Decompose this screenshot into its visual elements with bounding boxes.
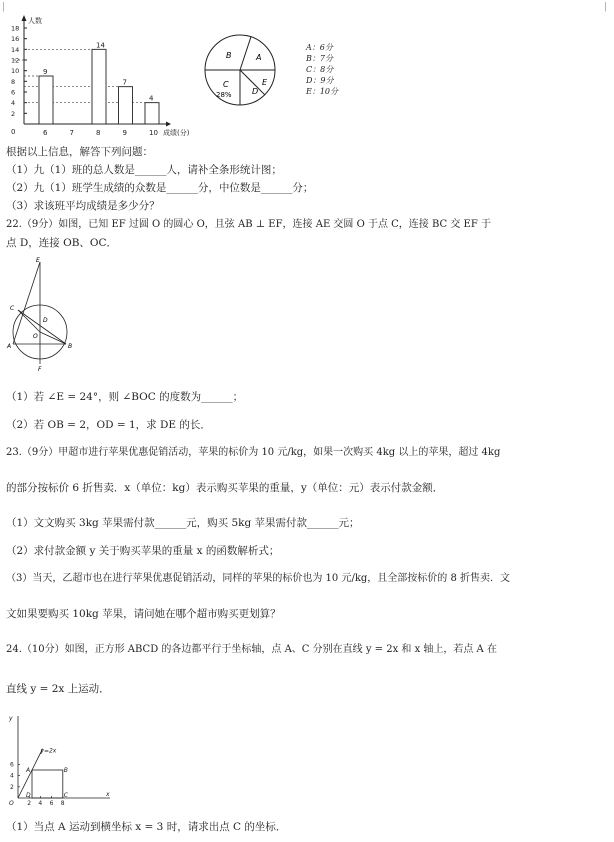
text-instructions: 根据以上信息，解答下列问题：: [6, 146, 153, 158]
coord-line-y2x: [18, 749, 43, 798]
bar-value-label: 4: [149, 94, 154, 103]
question-23-stem-cont: 的部分按标价 6 折售卖．x（单位：kg）表示购买苹果的重量，y（单位：元）表示付款金额．: [6, 482, 444, 494]
bar-y-tick-label: 10: [11, 67, 20, 76]
bar-10: [145, 103, 159, 124]
question-21-part-2: （2）九（1）班学生成绩的众数是______分，中位数是______分；: [6, 182, 314, 194]
question-23-part-3: （3）当天，乙超市也在进行苹果优惠促销活动，同样的苹果的标价也为 10 元/kg，且全部按标价的 8 折售卖．文: [6, 573, 510, 584]
question-23-part-3-cont: 文如果要购买 10kg 苹果，请问她在哪个超市购买更划算？: [6, 608, 281, 620]
pie-legend: [306, 42, 338, 97]
question-23-part-1: （1）文文购买 3kg 苹果需付款______元，购买 5kg 苹果需付款______元；: [6, 517, 360, 529]
bar-y-tick-label: 12: [11, 56, 20, 65]
pie-legend-b: B：7分: [306, 54, 333, 63]
corner-mark-left: |: [2, 2, 6, 12]
bar-y-tick-label: 18: [11, 24, 20, 33]
bar-y-arrow: [22, 15, 27, 21]
coordinate-figure: [6, 712, 116, 808]
coord-y-tick-label: 6: [10, 761, 14, 769]
pie-label-c: C: [223, 80, 229, 89]
pie-label-d: D: [252, 87, 259, 96]
bar-x-tick-label: 7: [69, 129, 74, 137]
question-24-stem-cont: 直线 y = 2x 上运动．: [6, 683, 110, 695]
question-24-part-1: （1）当点 A 运动到横坐标 x = 3 时，请求出点 C 的坐标．: [6, 821, 287, 833]
question-22-part-2: （2）若 OB = 2，OD = 1，求 DE 的长．: [6, 419, 211, 431]
bar-x-tick-label: 9: [122, 129, 127, 137]
fig-label-f: F: [38, 366, 42, 372]
pie-label-e: E: [262, 78, 268, 87]
coord-x-tick-label: 6: [49, 800, 54, 807]
bar-value-label: 7: [122, 78, 127, 87]
bar-chart: [8, 14, 208, 138]
bar-y-tick-label: 2: [11, 109, 16, 118]
fig-label-d: D: [43, 317, 48, 324]
coord-origin-label: O: [9, 800, 14, 807]
pie-legend-a: A：6分: [306, 43, 333, 52]
coord-y-tick-label: 4: [10, 772, 14, 780]
bar-6: [39, 76, 53, 124]
question-23-part-2: （2）求付款金额 y 关于购买苹果的重量 x 的函数解析式；: [6, 545, 280, 557]
circle-figure: [6, 256, 82, 372]
bar-x-tick-label: 8: [96, 129, 101, 137]
pie-legend-e: E：10分: [306, 87, 339, 96]
question-21-part-1: （1）九（1）班的总人数是______人，请补全条形统计图；: [6, 164, 282, 176]
question-22-part-1: （1）若 ∠E = 24°，则 ∠BOC 的度数为______；: [6, 391, 244, 403]
pie-chart: [200, 30, 280, 110]
fig-label-o: O: [33, 333, 38, 340]
pie-label-a: A: [256, 53, 262, 62]
coord-x-tick-label: 4: [38, 800, 43, 807]
bar-y-tick-label: 4: [11, 99, 16, 108]
coord-x-axis-label: x: [106, 791, 110, 798]
coord-line-label: y=2x: [40, 747, 57, 755]
pie-percent-c: 28%: [216, 91, 232, 99]
fig-label-e: E: [36, 257, 40, 264]
bar-y-tick-label: 8: [11, 77, 16, 86]
bar-value-label: 9: [43, 68, 48, 76]
corner-mark-right: |: [604, 2, 608, 12]
bar-value-label: 14: [96, 41, 105, 50]
coord-point-a: A: [26, 767, 31, 774]
bar-x-label: 成绩(分): [163, 129, 190, 137]
pie-legend-c: C：8分: [306, 65, 334, 74]
bar-y-label: 人数: [28, 17, 42, 25]
pie-legend-d: D：9分: [306, 76, 334, 85]
coord-y-tick-label: 2: [10, 783, 14, 791]
pie-label-b: B: [226, 51, 232, 60]
question-23-stem: 23.（9分）甲超市进行苹果优惠促销活动，苹果的标价为 10 元/kg，如果一次购买 4kg 以上的苹果，超过 4kg: [6, 447, 501, 458]
coord-x-tick-label: 8: [60, 800, 65, 807]
bar-origin-label: 0: [11, 128, 16, 136]
coord-point-d: D: [26, 792, 31, 799]
bar-x-tick-label: 6: [43, 129, 48, 137]
question-21-part-3: （3）求该班平均成绩是多少分？: [6, 200, 160, 212]
question-22-stem: 22.（9分）如图，已知 EF 过圆 O 的圆心 O，且弦 AB ⊥ EF，连接 AE 交圆 O 于点 C，连接 BC 交 EF 于: [6, 219, 491, 230]
bar-y-tick-label: 6: [11, 88, 16, 97]
bar-8: [92, 49, 106, 124]
fig-label-c: C: [10, 305, 15, 312]
bar-y-tick-label: 16: [11, 35, 20, 44]
coord-point-c: C: [63, 792, 69, 799]
bar-y-tick-label: 14: [11, 45, 20, 54]
bar-x-arrow: [166, 122, 171, 127]
question-24-stem: 24.（10分）如图，正方形 ABCD 的各边都平行于坐标轴，点 A、C 分别在直线 y = 2x 和 x 轴上，若点 A 在: [6, 644, 497, 655]
coord-x-tick-label: 2: [27, 800, 32, 807]
fig-label-a: A: [7, 343, 12, 350]
bar-x-tick-label: 10: [149, 129, 158, 137]
question-22-stem-cont: 点 D，连接 OB、OC．: [6, 237, 118, 249]
coord-y-axis-label: y: [9, 715, 13, 722]
fig-label-b: B: [68, 343, 73, 350]
coord-point-b: B: [63, 767, 68, 774]
bar-9: [119, 87, 133, 124]
coord-square: [32, 770, 63, 798]
